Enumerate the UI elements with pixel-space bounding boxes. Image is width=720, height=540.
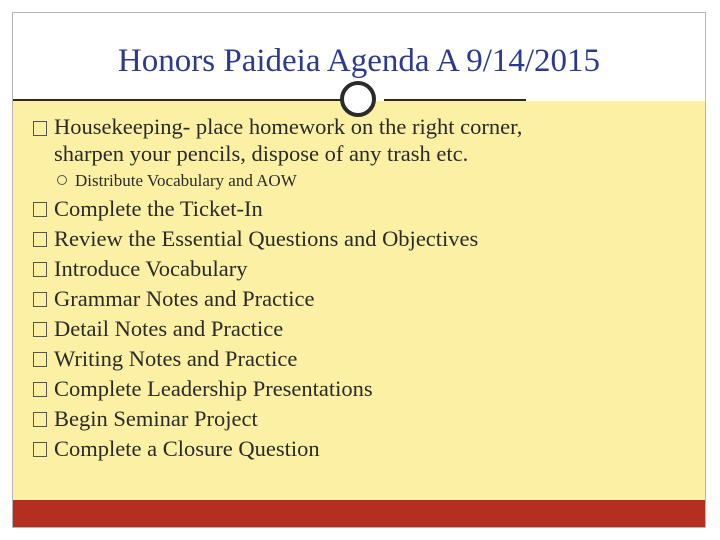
list-item-text: Review the Essential Questions and Objectives: [54, 226, 479, 251]
list-item-text: Complete a Closure Question: [54, 436, 320, 461]
slide-title: Honors Paideia Agenda A 9/14/2015: [117, 43, 601, 79]
list-item-text: Grammar Notes and Practice: [54, 286, 315, 311]
list-item-text: Complete Leadership Presentations: [54, 376, 373, 401]
list-item-text: Begin Seminar Project: [54, 406, 258, 431]
list-item-text: Complete the Ticket-In: [54, 196, 263, 221]
sub-list-item-text: Distribute Vocabulary and AOW: [75, 171, 297, 190]
list-item-text-line-1: Housekeeping- place homework on the right corner,: [54, 114, 523, 139]
list-item-text-line-2: sharpen your pencils, dispose of any trash etc.: [54, 141, 469, 166]
slide-frame: [12, 12, 706, 528]
list-item-text: Detail Notes and Practice: [54, 316, 284, 341]
list-item-text: Introduce Vocabulary: [54, 256, 248, 281]
list-item-text: Writing Notes and Practice: [54, 346, 298, 371]
